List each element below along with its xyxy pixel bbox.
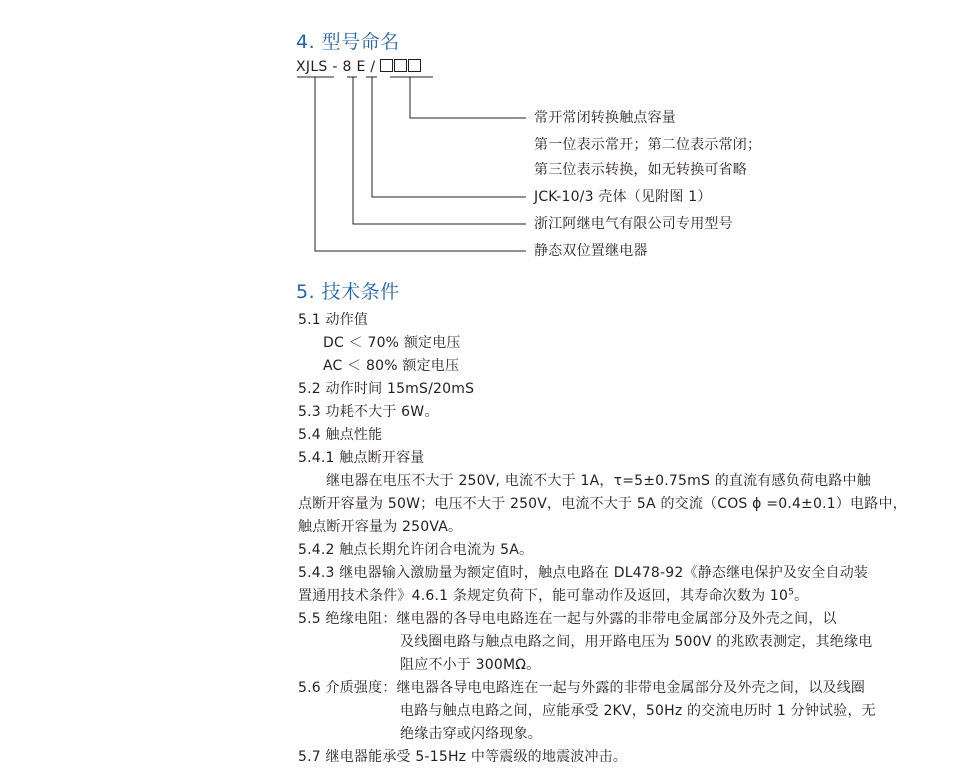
- spec-line: 5.2 动作时间 15mS/20mS: [298, 381, 475, 397]
- model-code-prefix: XJLS: [296, 59, 328, 75]
- model-code-letter: E: [356, 59, 366, 75]
- leader-housing: [372, 77, 526, 197]
- section-4-heading: 4. 型号命名: [296, 31, 400, 53]
- leader-contact-capacity: [410, 77, 526, 118]
- spec-line: 5.5 绝缘电阻：继电器的各导电电路连在一起与外露的非带电金属部分及外壳之间，以: [298, 611, 837, 627]
- callout-company-model: 浙江阿继电气有限公司专用型号: [534, 216, 733, 232]
- spec-line: 及线圈电路与触点电路之间，用开路电压为 500V 的兆欧表测定，其绝缘电: [400, 634, 873, 650]
- model-code-slash: /: [370, 59, 376, 75]
- callout-housing: JCK-10/3 壳体（见附图 1）: [534, 189, 712, 205]
- spec-line: 电路与触点电路之间，应能承受 2KV，50Hz 的交流电历时 1 分钟试验，无: [400, 703, 876, 719]
- spec-line: 5.4.3 继电器输入激励量为额定值时，触点电路在 DL478-92《静态继电保护及安全自动装: [298, 565, 869, 581]
- life-suffix: 。: [794, 588, 809, 604]
- spec-line: 5.7 继电器能承受 5-15Hz 中等震级的地震波冲击。: [298, 749, 628, 765]
- leader-company-model: [353, 77, 526, 224]
- spec-line: AC ＜ 80% 额定电压: [323, 358, 460, 374]
- spec-line: DC ＜ 70% 额定电压: [323, 335, 461, 351]
- spec-line: 置通用技术条件》4.6.1 条规定负荷下，能可靠动作及返回，其寿命次数为 10: [298, 588, 789, 604]
- model-code-number: 8: [342, 59, 352, 75]
- spec-line: 5.4.2 触点长期允许闭合电流为 5A。: [298, 542, 534, 558]
- spec-line-life: [298, 585, 808, 608]
- callout-first-second-digit: 第一位表示常开；第二位表示常闭；: [534, 137, 762, 153]
- spec-line: 继电器在电压不大于 250V, 电流不大于 1A，τ=5±0.75mS 的直流有感负荷电路中触: [326, 473, 871, 489]
- callout-third-digit: 第三位表示转换，如无转换可省略: [534, 162, 747, 178]
- spec-line: 触点断开容量为 250VA。: [298, 519, 463, 535]
- leader-relay-type: [315, 77, 526, 251]
- model-code-dash: -: [332, 59, 338, 75]
- spec-line: 5.4 触点性能: [298, 427, 383, 443]
- section-5-heading: 5. 技术条件: [296, 281, 400, 303]
- callout-contact-capacity: 常开常闭转换触点容量: [534, 110, 676, 126]
- life-exponent: 5: [788, 587, 795, 598]
- spec-line: 阻应不小于 300MΩ。: [400, 657, 541, 673]
- spec-line: 5.4.1 触点断开容量: [298, 450, 425, 466]
- spec-line: 5.1 动作值: [298, 312, 369, 328]
- spec-line: 5.3 功耗不大于 6W。: [298, 404, 439, 420]
- spec-line: 点断开容量为 50W；电压不大于 250V，电流不大于 5A 的交流（COS ϕ =0.4±0.1）电路中，: [298, 496, 907, 512]
- spec-line: 5.6 介质强度：继电器各导电电路连在一起与外露的非带电金属部分及外壳之间，以及线圈: [298, 680, 866, 696]
- spec-line: 绝缘击穿或闪络现象。: [400, 726, 542, 742]
- callout-relay-type: 静态双位置继电器: [534, 243, 648, 259]
